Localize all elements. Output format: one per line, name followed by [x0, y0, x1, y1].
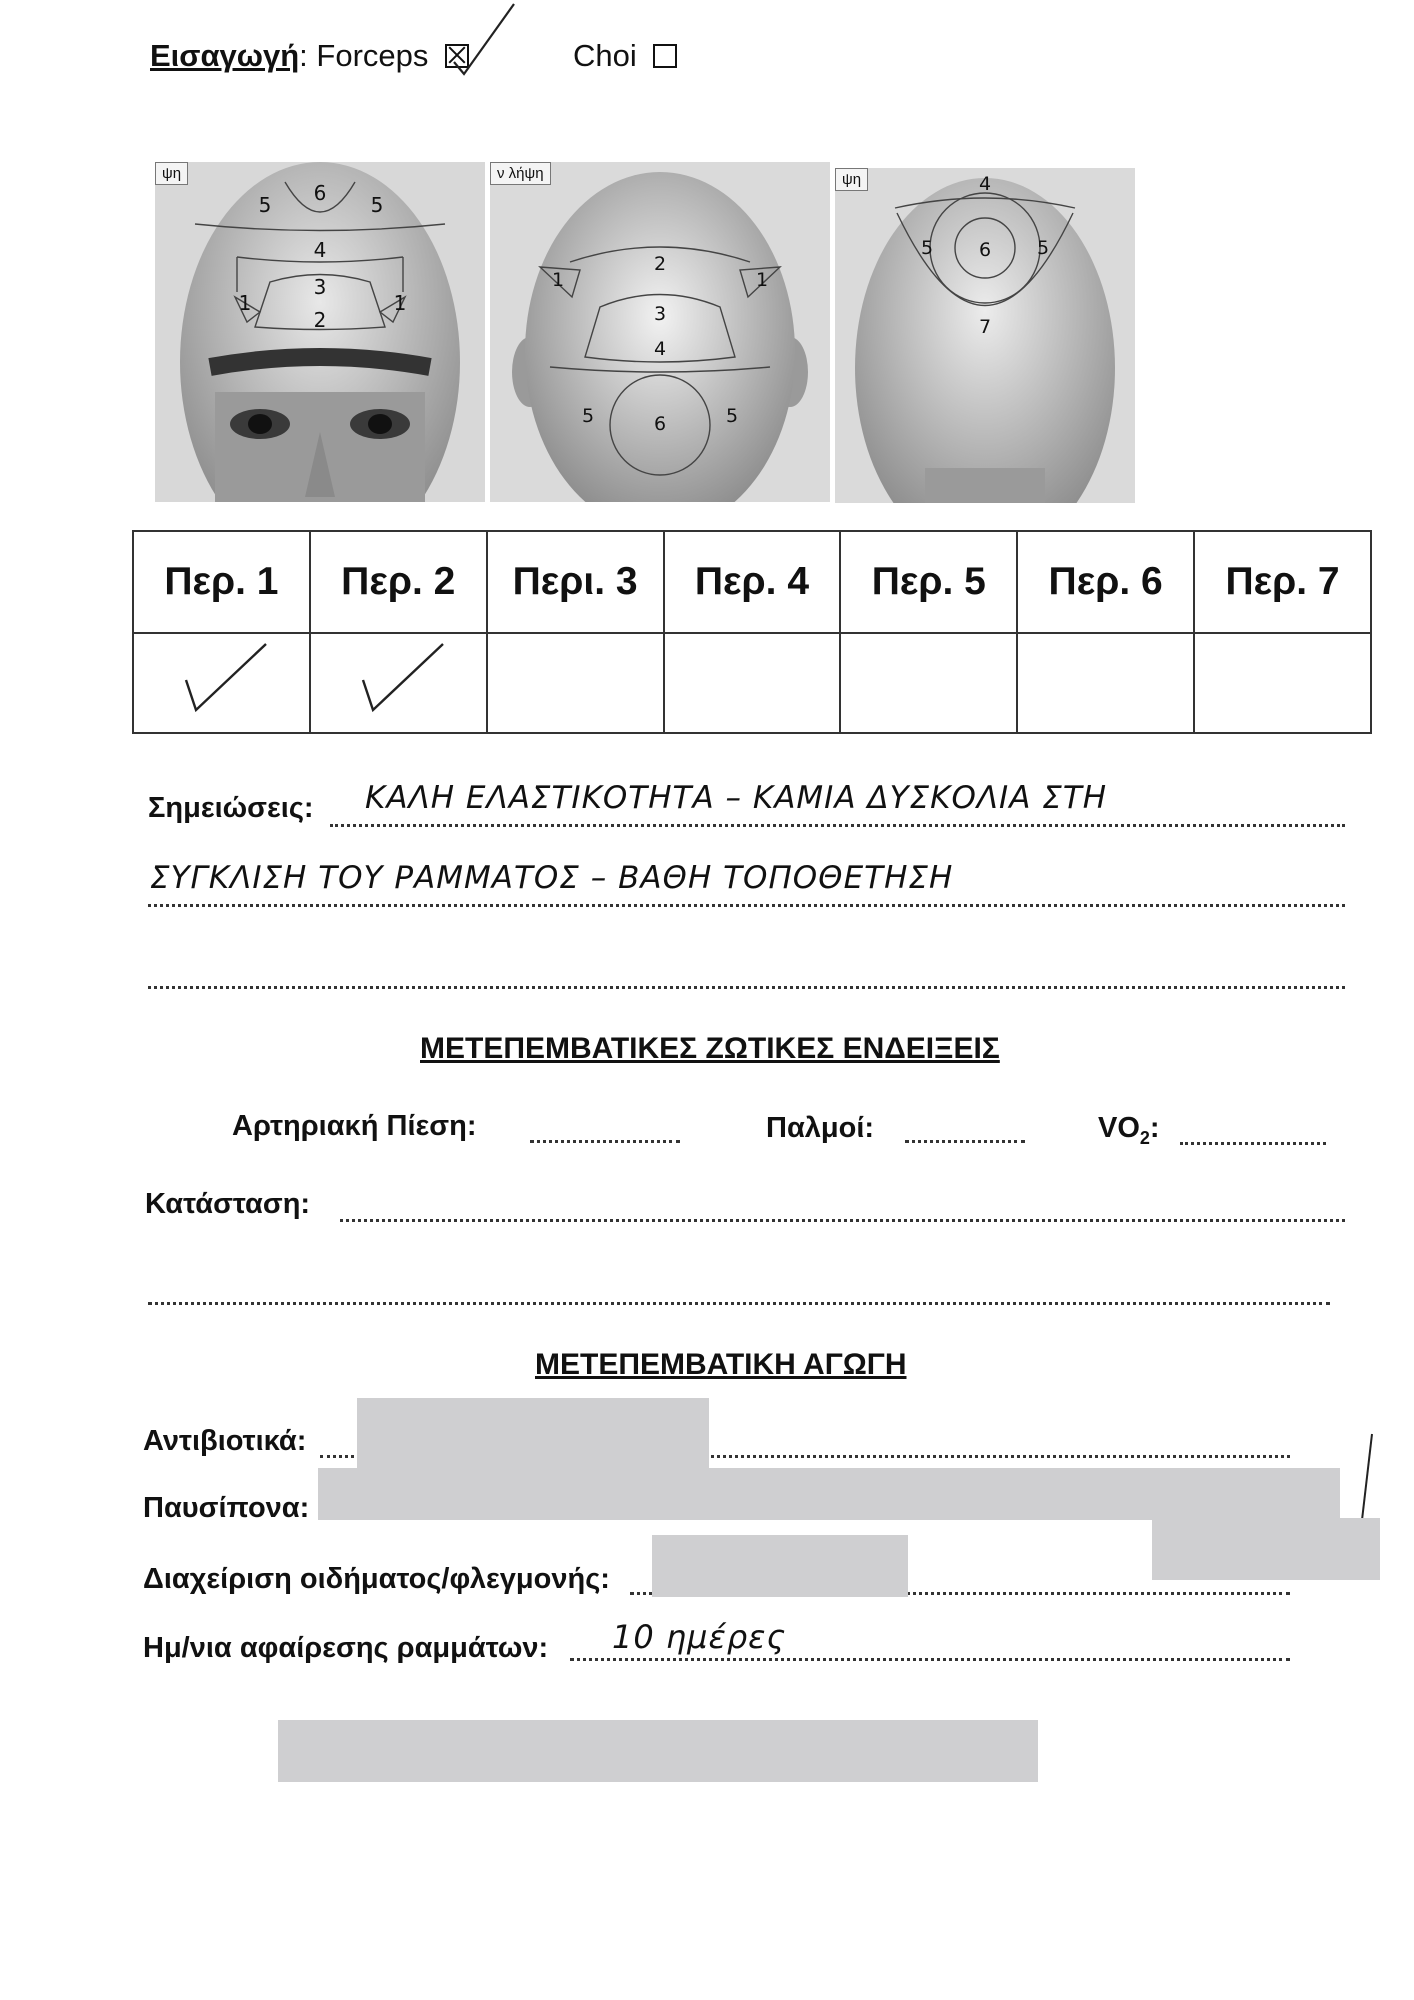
region-check-cell[interactable] — [487, 633, 664, 733]
status-line-1[interactable] — [340, 1195, 1345, 1222]
suture-removal-label: Ημ/νια αφαίρεσης ραμμάτων: — [143, 1632, 549, 1664]
redaction-box — [652, 1535, 908, 1597]
region-check-cell[interactable] — [840, 633, 1017, 733]
top-region-1-right: 1 — [755, 269, 769, 291]
region-check-cell[interactable] — [664, 633, 841, 733]
forceps-handwritten-check — [450, 0, 520, 80]
front-region-6: 6 — [313, 181, 327, 205]
front-head-image — [155, 162, 485, 502]
region-header: Περ. 4 — [664, 531, 841, 633]
suture-removal-value: 10 ημέρες — [612, 1618, 787, 1656]
front-region-1-right: 1 — [393, 291, 407, 315]
front-region-4: 4 — [313, 238, 327, 262]
front-region-3: 3 — [313, 275, 327, 299]
redaction-box — [357, 1398, 709, 1468]
vo2-subscript: 2 — [1139, 1127, 1150, 1148]
vo2-label-text: VO — [1098, 1112, 1140, 1144]
top-region-5-right: 5 — [725, 405, 739, 427]
region-header: Περ. 6 — [1017, 531, 1194, 633]
region-check-row — [133, 633, 1371, 733]
top-region-1-left: 1 — [551, 269, 565, 291]
entry-label: Εισαγωγή — [150, 38, 300, 73]
back-region-6: 6 — [978, 239, 992, 261]
region-header-row — [133, 531, 1371, 633]
back-region-4: 4 — [978, 173, 992, 195]
region-header: Περ. 2 — [310, 531, 487, 633]
forceps-option-label: Forceps — [316, 38, 429, 73]
back-region-5-left: 5 — [920, 237, 934, 259]
pulse-field[interactable] — [905, 1120, 1025, 1143]
top-region-4: 4 — [653, 338, 667, 360]
vo2-label-colon: : — [1149, 1112, 1160, 1144]
edema-label: Διαχείριση οιδήματος/φλεγμονής: — [143, 1563, 610, 1595]
check-mark-icon — [343, 638, 453, 718]
vo2-label — [1098, 1112, 1160, 1149]
redaction-box — [1152, 1518, 1380, 1580]
top-region-6: 6 — [653, 413, 667, 435]
region-header: Περι. 3 — [487, 531, 664, 633]
back-region-7: 7 — [978, 316, 992, 338]
back-image-tag: ψη — [835, 168, 868, 191]
care-title: ΜΕΤΕΠΕΜΒΑΤΙΚΗ ΑΓΩΓΗ — [535, 1348, 907, 1381]
front-image-tag: ψη — [155, 162, 188, 185]
top-region-3: 3 — [653, 303, 667, 325]
region-header: Περ. 5 — [840, 531, 1017, 633]
region-check-cell[interactable] — [1194, 633, 1371, 733]
status-line-2[interactable] — [148, 1278, 1330, 1305]
front-region-2: 2 — [313, 308, 327, 332]
redaction-box — [278, 1720, 1038, 1782]
notes-text-line-2: ΣΥΓΚΛΙΣΗ ΤΟΥ ΡΑΜΜΑΤΟΣ – ΒΑΘΗ ΤΟΠΟΘΕΤΗΣΗ — [150, 860, 954, 896]
handwritten-stroke — [1350, 1430, 1380, 1525]
status-label: Κατάσταση: — [145, 1188, 311, 1220]
choi-checkbox[interactable] — [653, 44, 677, 68]
redaction-box — [318, 1468, 1340, 1520]
region-header: Περ. 1 — [133, 531, 310, 633]
check-mark-icon — [166, 638, 276, 718]
vo2-field[interactable] — [1180, 1122, 1326, 1145]
top-image-tag: ν λήψη — [490, 162, 551, 185]
vitals-title: ΜΕΤΕΠΕΜΒΑΤΙΚΕΣ ΖΩΤΙΚΕΣ ΕΝΔΕΙΞΕΙΣ — [420, 1032, 1000, 1065]
entry-row — [150, 38, 469, 74]
notes-text-line-1: ΚΑΛΗ ΕΛΑΣΤΙΚΟΤΗΤΑ – ΚΑΜΙΑ ΔΥΣΚΟΛΙΑ ΣΤΗ — [365, 780, 1108, 816]
bp-label: Αρτηριακή Πίεση: — [232, 1110, 477, 1142]
top-region-2: 2 — [653, 253, 667, 275]
choi-option — [573, 38, 677, 74]
region-table — [132, 530, 1372, 734]
antibiotics-label: Αντιβιοτικά: — [143, 1425, 307, 1457]
region-check-cell[interactable] — [310, 633, 487, 733]
choi-option-label: Choi — [573, 38, 637, 73]
back-region-5-right: 5 — [1036, 237, 1050, 259]
entry-colon: : — [299, 38, 308, 73]
back-head-image — [835, 168, 1135, 503]
notes-label: Σημειώσεις: — [148, 792, 314, 824]
bp-field[interactable] — [530, 1120, 680, 1143]
front-region-5-right: 5 — [370, 193, 384, 217]
front-region-5-left: 5 — [258, 193, 272, 217]
notes-line-3[interactable] — [148, 962, 1345, 989]
region-check-cell[interactable] — [1017, 633, 1194, 733]
front-region-1-left: 1 — [238, 291, 252, 315]
painkillers-label: Παυσίπονα: — [143, 1492, 310, 1524]
region-header: Περ. 7 — [1194, 531, 1371, 633]
top-head-image — [490, 162, 830, 502]
region-check-cell[interactable] — [133, 633, 310, 733]
pulse-label: Παλμοί: — [766, 1112, 875, 1144]
top-region-5-left: 5 — [581, 405, 595, 427]
